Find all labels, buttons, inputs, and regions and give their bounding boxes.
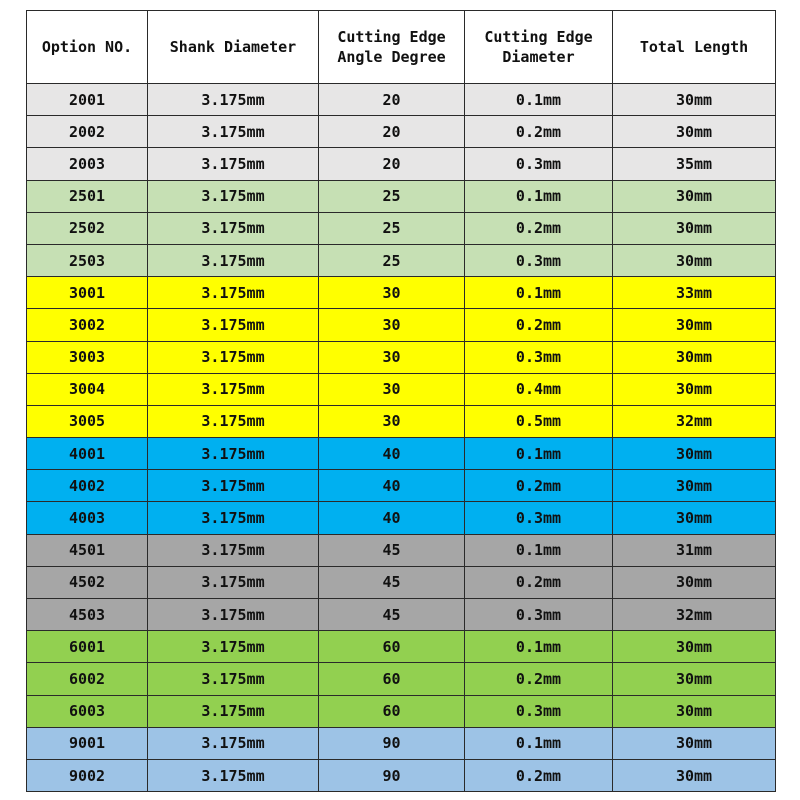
shank-diameter-cell: 3.175mm <box>148 341 319 373</box>
option-no-cell: 6001 <box>27 631 148 663</box>
shank-diameter-cell: 3.175mm <box>148 309 319 341</box>
option-no-cell: 3001 <box>27 277 148 309</box>
table-row <box>27 180 776 212</box>
total-length-cell: 32mm <box>613 599 776 631</box>
header-cutting-edge-angle: Cutting Edge Angle Degree <box>319 11 465 84</box>
total-length-cell: 30mm <box>613 470 776 502</box>
edge-diameter-cell: 0.2mm <box>465 212 613 244</box>
edge-diameter-cell: 0.1mm <box>465 727 613 759</box>
option-no-cell: 2002 <box>27 116 148 148</box>
option-no-cell: 2503 <box>27 244 148 276</box>
shank-diameter-cell: 3.175mm <box>148 180 319 212</box>
shank-diameter-cell: 3.175mm <box>148 405 319 437</box>
edge-diameter-cell: 0.2mm <box>465 470 613 502</box>
option-no-cell: 6003 <box>27 695 148 727</box>
table-row <box>27 212 776 244</box>
option-no-cell: 4503 <box>27 599 148 631</box>
table-row <box>27 470 776 502</box>
shank-diameter-cell: 3.175mm <box>148 502 319 534</box>
shank-diameter-cell: 3.175mm <box>148 470 319 502</box>
shank-diameter-cell: 3.175mm <box>148 663 319 695</box>
option-no-cell: 3005 <box>27 405 148 437</box>
edge-diameter-cell: 0.5mm <box>465 405 613 437</box>
shank-diameter-cell: 3.175mm <box>148 244 319 276</box>
edge-diameter-cell: 0.1mm <box>465 180 613 212</box>
angle-cell: 90 <box>319 759 465 791</box>
table-row <box>27 566 776 598</box>
total-length-cell: 30mm <box>613 695 776 727</box>
shank-diameter-cell: 3.175mm <box>148 212 319 244</box>
shank-diameter-cell: 3.175mm <box>148 116 319 148</box>
shank-diameter-cell: 3.175mm <box>148 566 319 598</box>
angle-cell: 40 <box>319 502 465 534</box>
angle-cell: 20 <box>319 84 465 116</box>
total-length-cell: 33mm <box>613 277 776 309</box>
edge-diameter-cell: 0.4mm <box>465 373 613 405</box>
angle-cell: 25 <box>319 212 465 244</box>
angle-cell: 30 <box>319 309 465 341</box>
table-row <box>27 599 776 631</box>
option-no-cell: 2501 <box>27 180 148 212</box>
angle-cell: 60 <box>319 695 465 727</box>
header-option-no: Option NO. <box>27 11 148 84</box>
table-row <box>27 244 776 276</box>
header-cutting-edge-diameter: Cutting Edge Diameter <box>465 11 613 84</box>
table-row <box>27 309 776 341</box>
table-row <box>27 148 776 180</box>
table-row <box>27 534 776 566</box>
total-length-cell: 30mm <box>613 116 776 148</box>
angle-cell: 45 <box>319 566 465 598</box>
option-no-cell: 3004 <box>27 373 148 405</box>
angle-cell: 40 <box>319 470 465 502</box>
header-shank-diameter: Shank Diameter <box>148 11 319 84</box>
table-row <box>27 438 776 470</box>
table-header <box>27 11 776 84</box>
option-no-cell: 6002 <box>27 663 148 695</box>
total-length-cell: 30mm <box>613 663 776 695</box>
angle-cell: 45 <box>319 599 465 631</box>
table-row <box>27 341 776 373</box>
angle-cell: 40 <box>319 438 465 470</box>
edge-diameter-cell: 0.3mm <box>465 502 613 534</box>
shank-diameter-cell: 3.175mm <box>148 695 319 727</box>
total-length-cell: 30mm <box>613 341 776 373</box>
total-length-cell: 30mm <box>613 373 776 405</box>
angle-cell: 45 <box>319 534 465 566</box>
table-row <box>27 631 776 663</box>
edge-diameter-cell: 0.2mm <box>465 759 613 791</box>
edge-diameter-cell: 0.3mm <box>465 695 613 727</box>
angle-cell: 25 <box>319 244 465 276</box>
shank-diameter-cell: 3.175mm <box>148 438 319 470</box>
table-row <box>27 759 776 791</box>
angle-cell: 90 <box>319 727 465 759</box>
angle-cell: 30 <box>319 373 465 405</box>
angle-cell: 20 <box>319 148 465 180</box>
total-length-cell: 30mm <box>613 438 776 470</box>
shank-diameter-cell: 3.175mm <box>148 759 319 791</box>
edge-diameter-cell: 0.1mm <box>465 84 613 116</box>
option-no-cell: 3003 <box>27 341 148 373</box>
shank-diameter-cell: 3.175mm <box>148 277 319 309</box>
shank-diameter-cell: 3.175mm <box>148 534 319 566</box>
angle-cell: 60 <box>319 631 465 663</box>
shank-diameter-cell: 3.175mm <box>148 148 319 180</box>
angle-cell: 60 <box>319 663 465 695</box>
total-length-cell: 30mm <box>613 84 776 116</box>
edge-diameter-cell: 0.2mm <box>465 566 613 598</box>
option-no-cell: 4501 <box>27 534 148 566</box>
edge-diameter-cell: 0.3mm <box>465 148 613 180</box>
edge-diameter-cell: 0.1mm <box>465 534 613 566</box>
header-row <box>27 11 776 84</box>
angle-cell: 30 <box>319 405 465 437</box>
total-length-cell: 30mm <box>613 631 776 663</box>
option-no-cell: 2001 <box>27 84 148 116</box>
edge-diameter-cell: 0.1mm <box>465 277 613 309</box>
shank-diameter-cell: 3.175mm <box>148 84 319 116</box>
option-no-cell: 4002 <box>27 470 148 502</box>
shank-diameter-cell: 3.175mm <box>148 599 319 631</box>
option-no-cell: 4001 <box>27 438 148 470</box>
angle-cell: 30 <box>319 341 465 373</box>
total-length-cell: 30mm <box>613 309 776 341</box>
header-total-length: Total Length <box>613 11 776 84</box>
table-body <box>27 84 776 792</box>
total-length-cell: 30mm <box>613 502 776 534</box>
edge-diameter-cell: 0.1mm <box>465 631 613 663</box>
total-length-cell: 30mm <box>613 212 776 244</box>
table-row <box>27 502 776 534</box>
table-row <box>27 84 776 116</box>
edge-diameter-cell: 0.3mm <box>465 244 613 276</box>
shank-diameter-cell: 3.175mm <box>148 727 319 759</box>
option-no-cell: 2003 <box>27 148 148 180</box>
angle-cell: 20 <box>319 116 465 148</box>
total-length-cell: 30mm <box>613 566 776 598</box>
edge-diameter-cell: 0.1mm <box>465 438 613 470</box>
total-length-cell: 30mm <box>613 244 776 276</box>
option-no-cell: 3002 <box>27 309 148 341</box>
option-no-cell: 2502 <box>27 212 148 244</box>
table-row <box>27 727 776 759</box>
shank-diameter-cell: 3.175mm <box>148 631 319 663</box>
edge-diameter-cell: 0.3mm <box>465 599 613 631</box>
table-row <box>27 663 776 695</box>
angle-cell: 25 <box>319 180 465 212</box>
option-no-cell: 4502 <box>27 566 148 598</box>
option-no-cell: 9002 <box>27 759 148 791</box>
table-row <box>27 405 776 437</box>
shank-diameter-cell: 3.175mm <box>148 373 319 405</box>
edge-diameter-cell: 0.3mm <box>465 341 613 373</box>
total-length-cell: 30mm <box>613 759 776 791</box>
edge-diameter-cell: 0.2mm <box>465 663 613 695</box>
total-length-cell: 31mm <box>613 534 776 566</box>
table-row <box>27 116 776 148</box>
total-length-cell: 30mm <box>613 180 776 212</box>
option-no-cell: 4003 <box>27 502 148 534</box>
total-length-cell: 30mm <box>613 727 776 759</box>
edge-diameter-cell: 0.2mm <box>465 309 613 341</box>
table-row <box>27 695 776 727</box>
total-length-cell: 32mm <box>613 405 776 437</box>
total-length-cell: 35mm <box>613 148 776 180</box>
edge-diameter-cell: 0.2mm <box>465 116 613 148</box>
table-row <box>27 277 776 309</box>
table-row <box>27 373 776 405</box>
option-no-cell: 9001 <box>27 727 148 759</box>
spec-table <box>26 10 776 792</box>
angle-cell: 30 <box>319 277 465 309</box>
